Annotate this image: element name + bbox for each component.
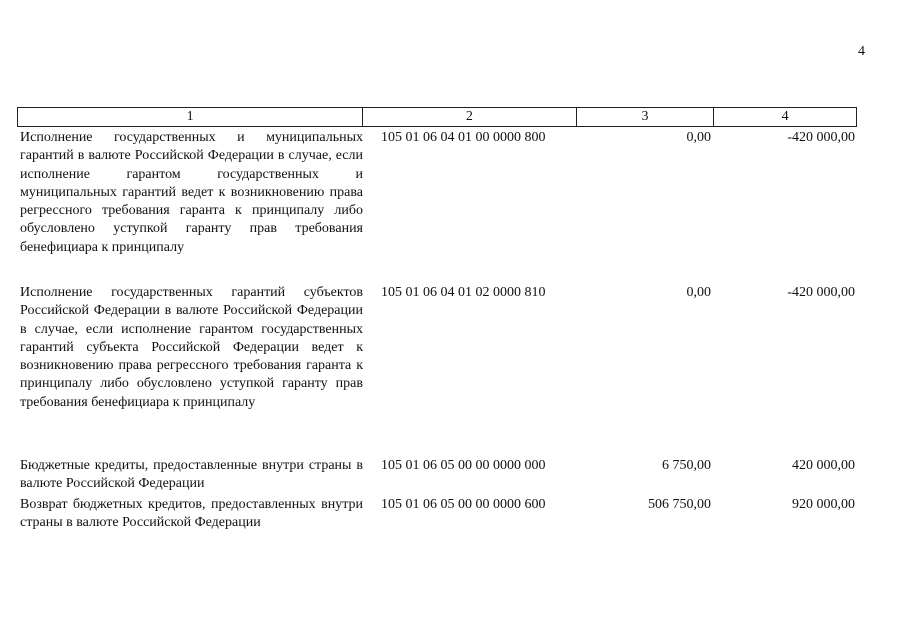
row-description: Возврат бюджетных кредитов, предоставленных внутри страны в валюте Российской Федерации bbox=[20, 497, 363, 531]
header-cell-3: 3 bbox=[577, 108, 715, 126]
row-description: Бюджетные кредиты, предоставленные внутри страны в валюте Российской Федерации bbox=[20, 458, 363, 492]
row-code: 105 01 06 04 01 02 0000 810 bbox=[381, 285, 546, 300]
row-code: 105 01 06 05 00 00 0000 600 bbox=[381, 497, 546, 512]
row-code: 105 01 06 04 01 00 0000 800 bbox=[381, 130, 546, 145]
row-value-col3: 0,00 bbox=[686, 130, 711, 145]
row-value-col4: -420 000,00 bbox=[787, 130, 855, 145]
header-cell-1: 1 bbox=[18, 108, 363, 126]
row-value-col3: 6 750,00 bbox=[662, 458, 711, 473]
table-header bbox=[17, 107, 857, 127]
row-description: Исполнение государственных и муниципальных гарантий в валюте Российской Федерации в случае, если исполнение гарантом государственных и муниципальных гарантий ведет к возникновению права регрессного требования гаранта к принципалу либо обусловлено уступкой гаранту прав требования бенефициара к принципалу bbox=[20, 130, 363, 255]
row-value-col3: 506 750,00 bbox=[648, 497, 711, 512]
header-cell-4: 4 bbox=[781, 109, 789, 124]
page-number: 4 bbox=[858, 44, 865, 59]
row-description: Исполнение государственных гарантий субъектов Российской Федерации в валюте Российской Федерации в случае, если исполнение гарантом государственных гарантий субъекта Российской Федерации ведет к возникновению права регрессного требования гаранта к принципалу либо обусловлено уступкой гаранту прав требования бенефициара к принципалу bbox=[20, 285, 363, 410]
row-value-col3: 0,00 bbox=[686, 285, 711, 300]
header-cell-2: 2 bbox=[363, 108, 576, 126]
row-code: 105 01 06 05 00 00 0000 000 bbox=[381, 458, 546, 473]
row-value-col4: 420 000,00 bbox=[792, 458, 855, 473]
row-value-col4: 920 000,00 bbox=[792, 497, 855, 512]
row-value-col4: -420 000,00 bbox=[787, 285, 855, 300]
